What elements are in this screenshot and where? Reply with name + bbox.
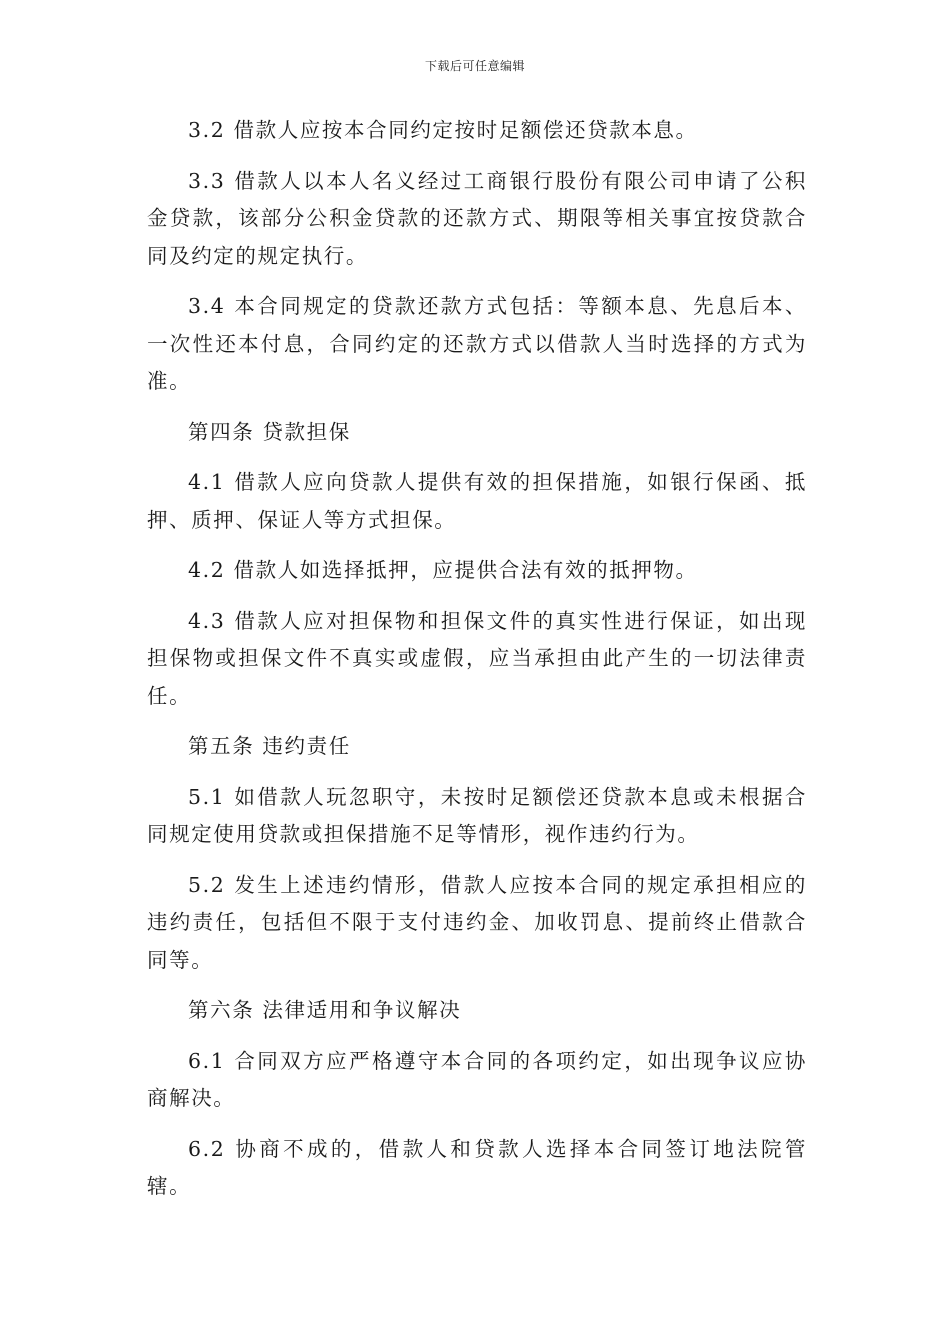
- article-4-heading: 第四条 贷款担保: [188, 419, 351, 444]
- clause-6-1: 6.1 合同双方应严格遵守本合同的各项约定，如出现争议应协商解决。: [147, 1048, 807, 1110]
- article-6-heading: 第六条 法律适用和争议解决: [188, 998, 462, 1022]
- clause-4-3: 4.3 借款人应对担保物和担保文件的真实性进行保证，如出现担保物或担保文件不真实或虚假，应当承担由此产生的一切法律责任。: [147, 608, 807, 708]
- page-header: 下载后可任意编辑: [424, 59, 525, 73]
- clause-3-4: 3.4 本合同规定的贷款还款方式包括：等额本息、先息后本、一次性还本付息，合同约定的还款方式以借款人当时选择的方式为准。: [147, 294, 807, 393]
- clause-3-2: 3.2 借款人应按本合同约定按时足额偿还贷款本息。: [188, 118, 698, 142]
- clause-4-2: 4.2 借款人如选择抵押，应提供合法有效的抵押物。: [188, 558, 698, 582]
- clause-6-2: 6.2 协商不成的，借款人和贷款人选择本合同签订地法院管辖。: [147, 1136, 807, 1198]
- document-body: [147, 112, 807, 1219]
- clause-5-2: 5.2 发生上述违约情形，借款人应按本合同的规定承担相应的违约责任，包括但不限于支付违约金、加收罚息、提前终止借款合同等。: [147, 872, 807, 972]
- clause-3-3: 3.3 借款人以本人名义经过工商银行股份有限公司申请了公积金贷款，该部分公积金贷款的还款方式、期限等相关事宜按贷款合同及约定的规定执行。: [147, 168, 807, 268]
- clause-4-1: 4.1 借款人应向贷款人提供有效的担保措施，如银行保函、抵押、质押、保证人等方式担保。: [147, 470, 807, 532]
- clause-5-1: 5.1 如借款人玩忽职守，未按时足额偿还贷款本息或未根据合同规定使用贷款或担保措施不足等情形，视作违约行为。: [147, 784, 807, 846]
- article-5-heading: 第五条 违约责任: [188, 734, 351, 758]
